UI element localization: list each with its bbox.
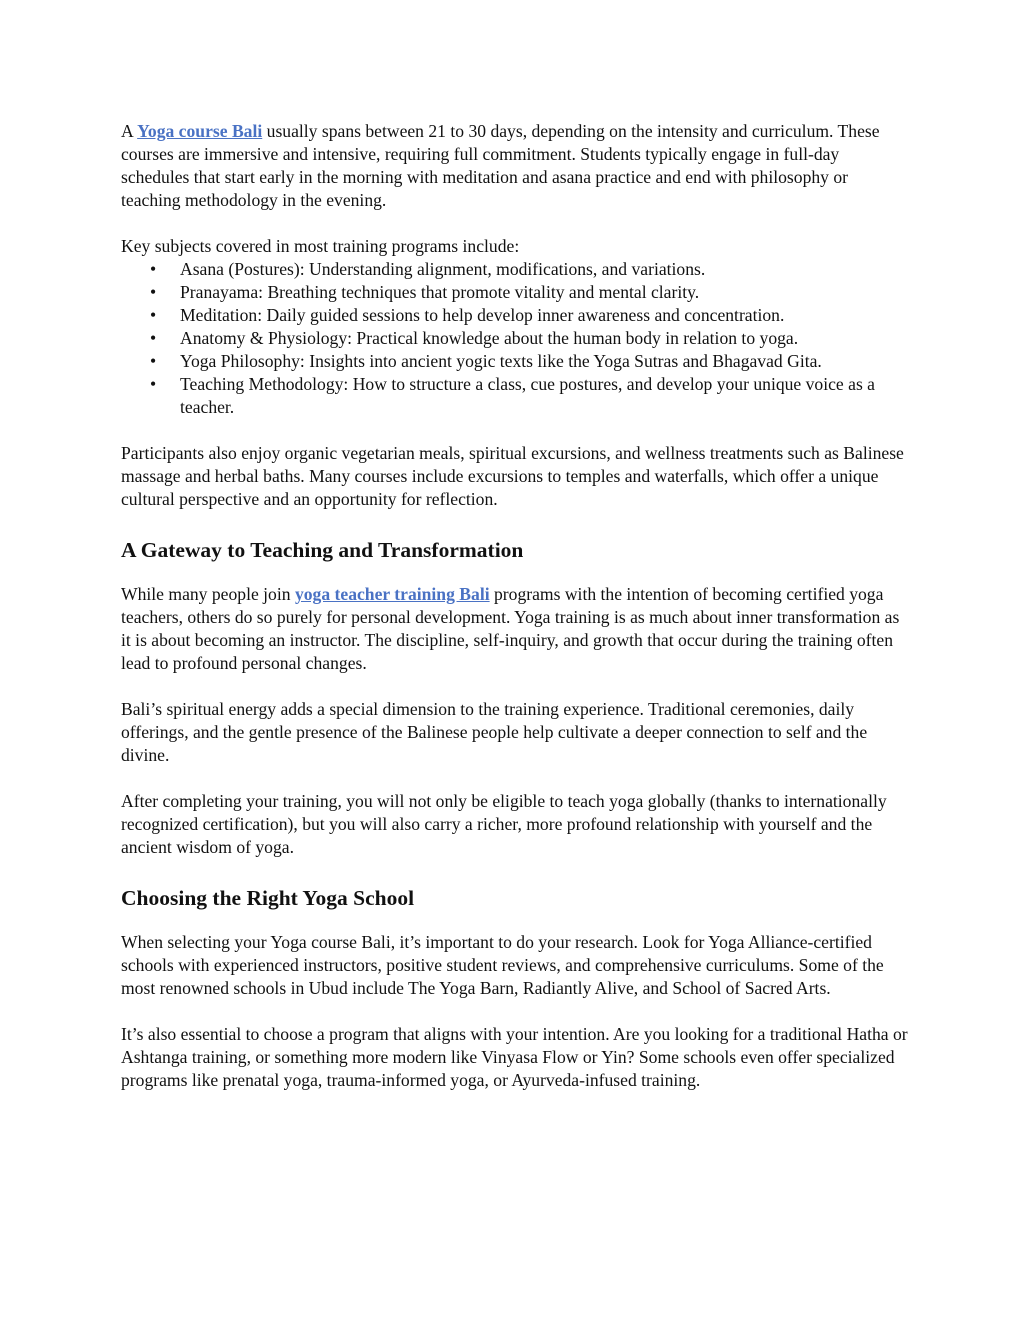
list-item [150, 258, 911, 281]
gateway-p1-prefix: While many people join [121, 584, 295, 604]
list-item-text: Anatomy & Physiology: Practical knowledge about the human body in relation to yoga. [180, 328, 799, 348]
gateway-p1-suffix: programs with the intention of becoming certified yoga teachers, others do so purely for personal development. Yoga training is as much about inner transformation as it is about becoming an instructor. The discipline, self-inquiry, and growth that occur during the training often lead to profound personal changes. [121, 584, 900, 673]
list-item [150, 327, 911, 350]
gateway-heading: A Gateway to Teaching and Transformation [121, 538, 524, 562]
gateway-paragraph-1 [121, 583, 911, 675]
list-item-text: Asana (Postures): Understanding alignment, modifications, and variations. [180, 259, 706, 279]
bullet-icon: • [150, 282, 157, 302]
yoga-teacher-training-bali-link[interactable]: yoga teacher training Bali [294, 584, 490, 604]
list-item-text: Yoga Philosophy: Insights into ancient yogic texts like the Yoga Sutras and Bhagavad Gita. [180, 351, 822, 371]
document-page [121, 120, 911, 1115]
bullet-icon: • [150, 351, 157, 371]
gateway-paragraph-3: After completing your training, you will not only be eligible to teach yoga globally (thanks to internationally recognized certification), but you will also carry a richer, more profound relationship with yourself and the ancient wisdom of yoga. [121, 791, 887, 857]
list-item [150, 281, 911, 304]
school-paragraph-2: It’s also essential to choose a program that aligns with your intention. Are you looking for a traditional Hatha or Ashtanga training, or something more modern like Vinyasa Flow or Yin? Some schools even offer specialized programs like prenatal yoga, trauma-informed yoga, or Ayurveda-infused training. [121, 1024, 908, 1090]
yoga-course-bali-link[interactable]: Yoga course Bali [137, 121, 263, 141]
school-paragraph-1: When selecting your Yoga course Bali, it’s important to do your research. Look for Yoga Alliance-certified schools with experienced instructors, positive student reviews, and comprehensive curriculums. Some of the most renowned schools in Ubud include The Yoga Barn, Radiantly Alive, and School of Sacred Arts. [121, 932, 884, 998]
intro-prefix: A [121, 121, 138, 141]
school-heading: Choosing the Right Yoga School [121, 886, 415, 910]
subjects-list [121, 258, 911, 419]
list-item [150, 373, 911, 419]
bullet-icon: • [150, 328, 157, 348]
intro-paragraph [121, 120, 911, 212]
bullet-icon: • [150, 305, 157, 325]
list-item-text: Meditation: Daily guided sessions to help develop inner awareness and concentration. [180, 305, 785, 325]
intro-suffix: usually spans between 21 to 30 days, depending on the intensity and curriculum. These courses are immersive and intensive, requiring full commitment. Students typically engage in full-day schedules that start early in the morning with meditation and asana practice and end with philosophy or teaching methodology in the evening. [121, 121, 880, 210]
list-item [150, 350, 911, 373]
bullet-icon: • [150, 259, 157, 279]
gateway-paragraph-2: Bali’s spiritual energy adds a special dimension to the training experience. Traditional ceremonies, daily offerings, and the gentle presence of the Balinese people help cultivate a deeper connection to self and the divine. [121, 699, 868, 765]
list-item [150, 304, 911, 327]
list-item-text: Pranayama: Breathing techniques that promote vitality and mental clarity. [180, 282, 700, 302]
list-item-text: Teaching Methodology: How to structure a class, cue postures, and develop your unique voice as a teacher. [180, 374, 875, 417]
subjects-intro: Key subjects covered in most training programs include: [121, 236, 520, 256]
bullet-icon: • [150, 374, 157, 394]
participants-paragraph: Participants also enjoy organic vegetarian meals, spiritual excursions, and wellness treatments such as Balinese massage and herbal baths. Many courses include excursions to temples and waterfalls, which offer a unique cultural perspective and an opportunity for reflection. [121, 443, 904, 509]
